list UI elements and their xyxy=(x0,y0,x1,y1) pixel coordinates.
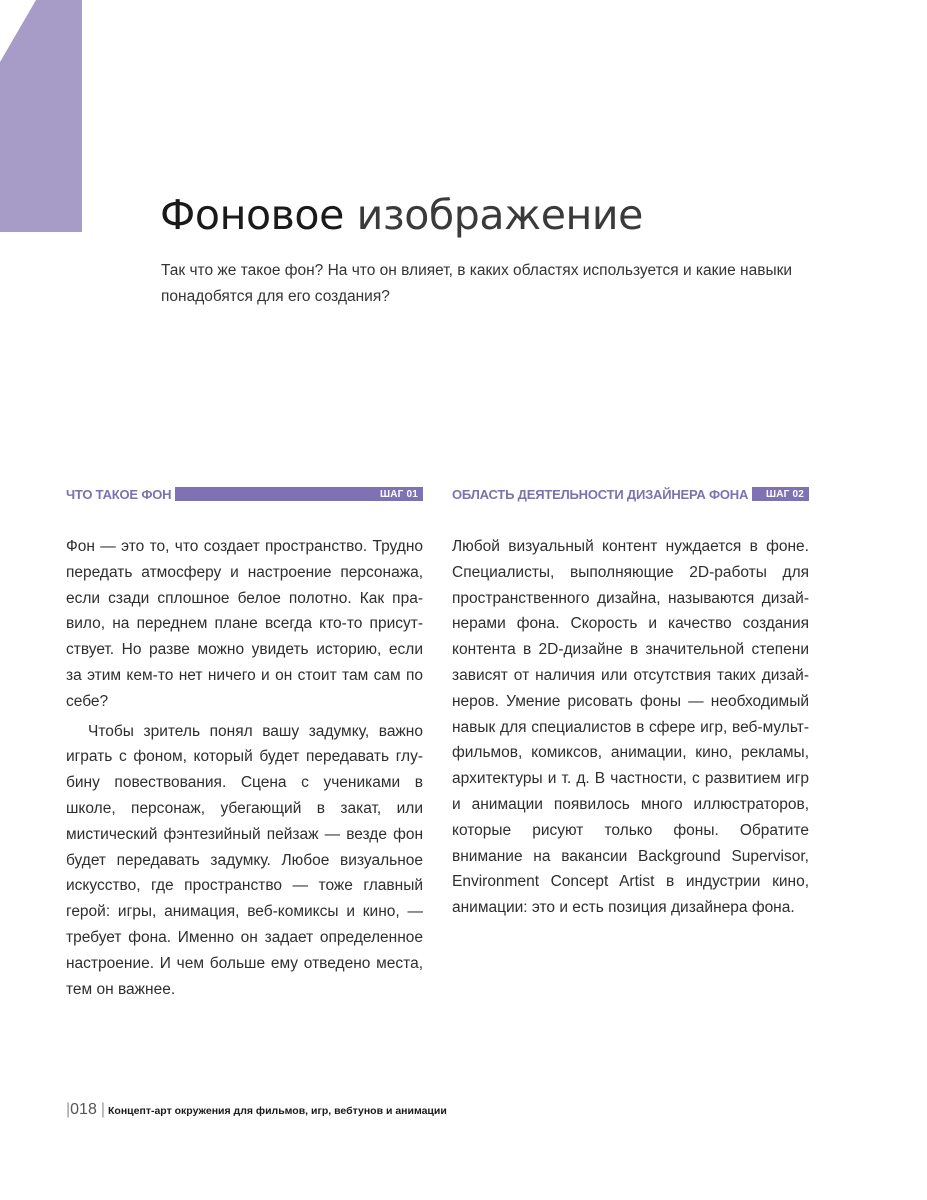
title-word-2: изображение xyxy=(356,191,643,239)
section-bar-2 xyxy=(752,487,809,501)
book-title: Концепт-арт окружения для фильмов, игр, вебтунов и анимации xyxy=(108,1105,447,1117)
footer-separator: | xyxy=(66,1101,71,1118)
page-number: 018 xyxy=(70,1101,97,1118)
footer-separator: | xyxy=(100,1101,106,1118)
section-header-2 xyxy=(452,486,809,502)
paragraph: Чтобы зритель понял вашу задумку, важно играть с фоном, который будет передавать глубину повествования. Сцена с учениками в школе, персонаж, убегающий в закат, или мистический фэнтезийный пейзаж — везде фон будет передавать задумку. Любое визуальное искусство, где пространство — тоже главный герой: игры, анимация, веб-комиксы и кино, — требует фона. Именно он задает определенное настроение. И чем больше ему отведено места, тем он важнее. xyxy=(66,722,423,998)
paragraph: Любой визуальный контент нуждается в фоне. Специалисты, выполняющие 2D-работы для пространственного дизайна, называются дизайнерами фона. Скорость и качество создания контента в 2D-дизайне в значительной степени зависят от наличия или отсутствия таких дизайнеров. Умение рисовать фоны — необходимый навык для специалистов в сфере игр, веб-мультфильмов, комиксов, анимации, кино, рекламы, архитектуры и т. д. В частности, с развитием игр и анимации появилось много иллюстраторов, которые рисуют только фоны. Обратите внимание на вакансии Background Supervisor, Environment Concept Artist в индустрии кино, анимации: это и есть позиция дизайнера фона. xyxy=(452,538,809,917)
title-word-1: Фоновое xyxy=(160,191,344,239)
section-bar-1 xyxy=(175,487,423,501)
column-left xyxy=(66,534,423,1002)
page-footer xyxy=(66,1101,447,1119)
section-title-2: ОБЛАСТЬ ДЕЯТЕЛЬНОСТИ ДИЗАЙНЕРА ФОНА xyxy=(452,486,749,502)
chapter-number-graphic xyxy=(0,0,82,232)
step-label-1: ШАГ 01 xyxy=(379,488,418,500)
page-subtitle: Так что же такое фон? На что он влияет, в каких областях используется и какие навыки понадобятся для его создания? xyxy=(161,262,793,305)
step-label-2: ШАГ 02 xyxy=(765,488,804,500)
section-title-1: ЧТО ТАКОЕ ФОН xyxy=(66,486,172,502)
column-right xyxy=(452,534,809,921)
paragraph: Фон — это то, что создает пространство. Трудно передать атмосферу и настроение персонажа, если сзади сплошное белое полотно. Как правило, на переднем плане всегда кто-то присутствует. Но разве можно увидеть историю, если за этим кем-то нет ничего и он стоит там сам по себе? xyxy=(66,538,423,710)
page-title xyxy=(160,193,643,238)
section-header-1 xyxy=(66,486,423,502)
